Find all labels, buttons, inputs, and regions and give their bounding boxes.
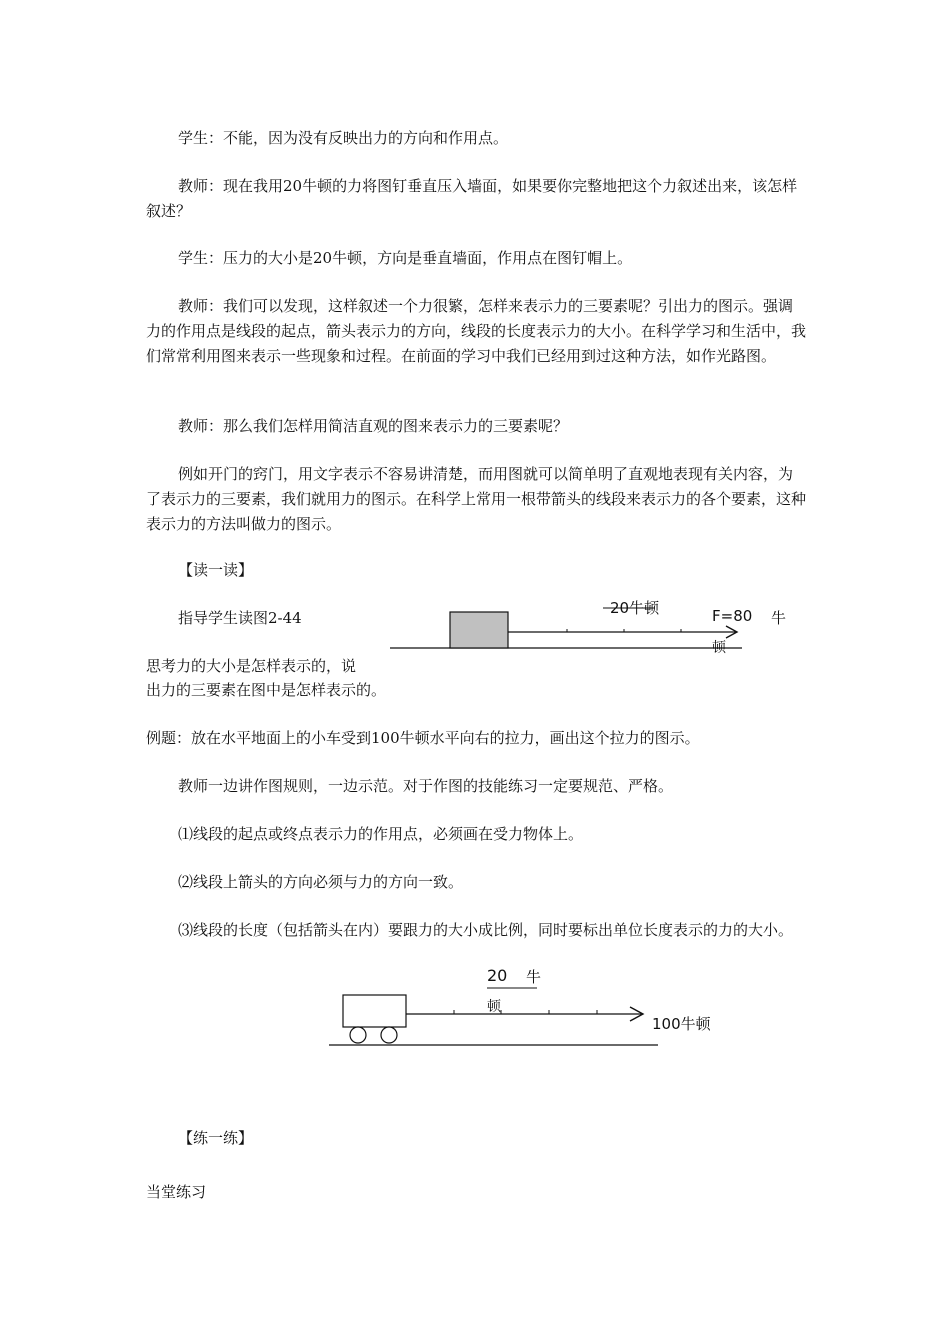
- read-heading: 【读一读】: [178, 561, 254, 579]
- cart-wheel: [381, 1027, 397, 1043]
- paragraph-student-1: 学生：不能，因为没有反映出力的方向和作用点。: [178, 129, 509, 147]
- cart-body: [343, 995, 406, 1027]
- paragraph-student-2: 学生：压力的大小是20牛顿，方向是垂直墙面，作用点在图钉帽上。: [178, 249, 633, 267]
- figure2-scale-unit: 牛: [526, 968, 542, 986]
- figure2-scale-num: 20: [487, 966, 508, 985]
- rule-1: ⑴线段的起点或终点表示力的作用点，必须画在受力物体上。: [178, 825, 584, 843]
- teacher-note: 教师一边讲作图规则，一边示范。对于作图的技能练习一定要规范、严格。: [178, 777, 674, 795]
- figure1-force-label: F=80: [712, 607, 753, 625]
- read-line-3: 出力的三要素在图中是怎样表示的。: [146, 681, 387, 699]
- figure1-force-unit-2: 顿: [712, 640, 726, 656]
- figure1-force-unit: 牛: [771, 609, 787, 627]
- figure2-force-label: 100牛顿: [652, 1015, 711, 1033]
- figure1-scale-label: 20牛顿: [610, 599, 660, 617]
- rule-2: ⑵线段上箭头的方向必须与力的方向一致。: [178, 873, 464, 891]
- practice-text: 当堂练习: [146, 1183, 207, 1201]
- paragraph-teacher-2: 教师：我们可以发现，这样叙述一个力很繁，怎样来表示力的三要素呢？引出力的图示。强调力的作用点是线段的起点，箭头表示力的方向，线段的长度表示力的大小。在科学学习和生活中，我们常常利用图来表示一些现象和过程。在前面的学习中我们已经用到过这种方法，如作光路图。: [146, 297, 807, 365]
- paragraph-example-door: 例如开门的窍门，用文字表示不容易讲清楚，而用图就可以简单明了直观地表现有关内容，为了表示力的三要素，我们就用力的图示。在科学上常用一根带箭头的线段来表示力的各个要素，这种表示力的方法叫做力的图示。: [146, 465, 807, 533]
- example-problem: 例题：放在水平地面上的小车受到100牛顿水平向右的拉力，画出这个拉力的图示。: [146, 729, 700, 747]
- read-line-1: 指导学生读图2-44: [178, 609, 302, 627]
- rule-3: ⑶线段的长度（包括箭头在内）要跟力的大小成比例，同时要标出单位长度表示的力的大小。: [178, 921, 794, 939]
- figure2-scale-unit-2: 顿: [487, 999, 501, 1015]
- figure-block-force: [390, 596, 800, 660]
- paragraph-teacher-1: 教师：现在我用20牛顿的力将图钉垂直压入墙面，如果要你完整地把这个力叙述出来，该怎样叙述？: [146, 177, 798, 220]
- cart-wheel: [350, 1027, 366, 1043]
- block: [450, 612, 508, 648]
- paragraph-teacher-3: 教师：那么我们怎样用简洁直观的图来表示力的三要素呢？: [178, 417, 569, 435]
- read-line-2: 思考力的大小是怎样表示的，说: [146, 657, 357, 675]
- practice-heading: 【练一练】: [178, 1129, 254, 1147]
